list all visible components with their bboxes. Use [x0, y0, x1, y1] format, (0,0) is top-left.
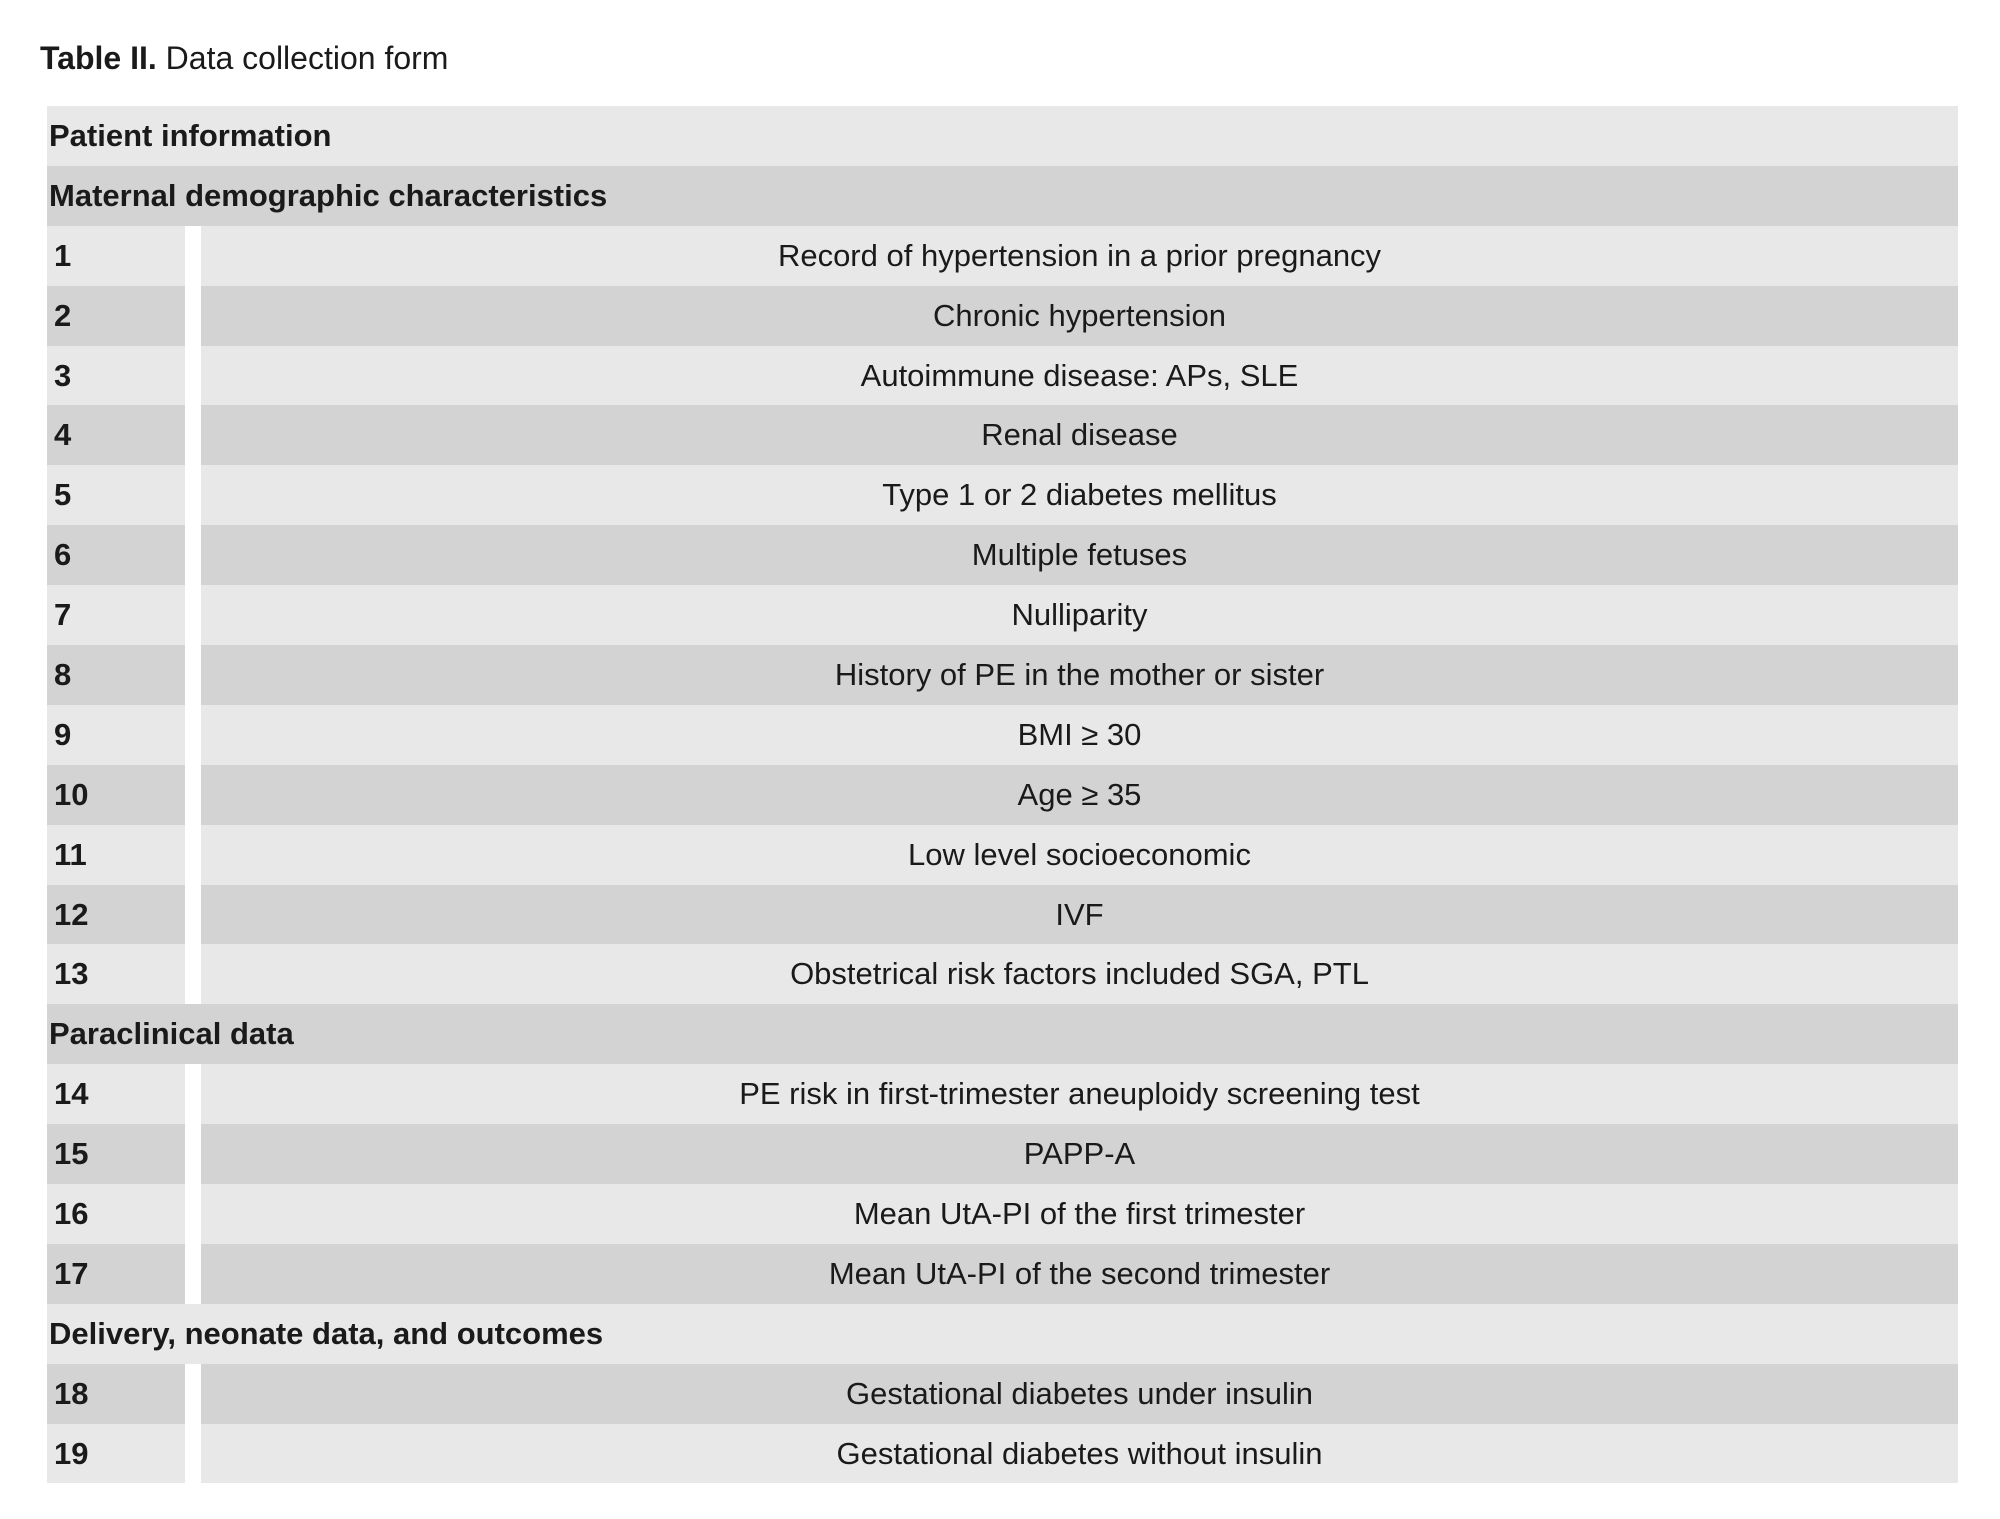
- row-number: 2: [54, 297, 72, 333]
- column-divider: [185, 226, 201, 286]
- row-item-text: Record of hypertension in a prior pregnancy: [777, 237, 1382, 273]
- section-header-row: Patient information: [47, 106, 1958, 166]
- column-divider: [185, 346, 201, 406]
- table-row: [47, 944, 1958, 1004]
- section-header-row: Delivery, neonate data, and outcomes: [47, 1304, 1958, 1364]
- row-number: 8: [54, 656, 72, 692]
- section-header-row: Paraclinical data: [47, 1004, 1958, 1064]
- row-item-text: PAPP-A: [1023, 1136, 1136, 1172]
- column-divider: [185, 1244, 201, 1304]
- row-number: 4: [54, 417, 72, 453]
- table-row: [47, 705, 1958, 765]
- table-row: [47, 405, 1958, 465]
- row-item-text: Renal disease: [981, 417, 1178, 453]
- row-number: 15: [54, 1136, 89, 1172]
- table-row: [47, 1424, 1958, 1484]
- column-divider: [185, 525, 201, 585]
- row-item-text: Autoimmune disease: APs, SLE: [860, 357, 1299, 393]
- row-number: 16: [54, 1195, 89, 1231]
- row-item-text: Age ≥ 35: [1017, 776, 1142, 812]
- row-number: 18: [54, 1375, 89, 1411]
- row-item-text: IVF: [1055, 896, 1104, 932]
- row-item-text: Chronic hypertension: [933, 297, 1226, 333]
- column-divider: [185, 1124, 201, 1184]
- column-divider: [185, 405, 201, 465]
- table-row: [47, 1184, 1958, 1244]
- row-number: 10: [54, 776, 89, 812]
- section-header-row: Maternal demographic characteristics: [47, 166, 1958, 226]
- column-divider: [185, 1184, 201, 1244]
- row-number: 19: [54, 1435, 89, 1471]
- row-number: 12: [54, 896, 89, 932]
- column-divider: [185, 1064, 201, 1124]
- column-divider: [185, 585, 201, 645]
- row-item-text: History of PE in the mother or sister: [834, 656, 1325, 692]
- row-number: 13: [54, 956, 89, 992]
- row-number: 9: [54, 716, 72, 752]
- row-item-text: Mean UtA-PI of the first trimester: [853, 1195, 1306, 1231]
- table-row: [47, 346, 1958, 406]
- table-label: Table II.: [40, 40, 157, 76]
- table-row: [47, 825, 1958, 885]
- row-number: 17: [54, 1255, 89, 1291]
- column-divider: [185, 765, 201, 825]
- table-caption: [40, 34, 448, 82]
- table-row: [47, 525, 1958, 585]
- row-number: 5: [54, 477, 72, 513]
- row-item-text: Gestational diabetes under insulin: [845, 1375, 1314, 1411]
- column-divider: [185, 705, 201, 765]
- table-row: [47, 885, 1958, 945]
- row-item-text: BMI ≥ 30: [1017, 716, 1142, 752]
- row-item-text: Gestational diabetes without insulin: [836, 1435, 1323, 1471]
- column-divider: [185, 944, 201, 1004]
- row-number: 3: [54, 357, 72, 393]
- table-row: [47, 465, 1958, 525]
- table-title: Data collection form: [165, 40, 449, 76]
- row-item-text: Nulliparity: [1011, 597, 1148, 633]
- row-number: 7: [54, 597, 72, 633]
- table-row: [47, 765, 1958, 825]
- row-number: 14: [54, 1076, 89, 1112]
- column-divider: [185, 1424, 201, 1484]
- table-row: [47, 645, 1958, 705]
- table-row: [47, 585, 1958, 645]
- table-row: [47, 286, 1958, 346]
- row-item-text: Mean UtA-PI of the second trimester: [828, 1255, 1331, 1291]
- column-divider: [185, 645, 201, 705]
- column-divider: [185, 465, 201, 525]
- row-number: 1: [54, 237, 72, 273]
- table-row: [47, 1244, 1958, 1304]
- column-divider: [185, 885, 201, 945]
- table-row: [47, 1124, 1958, 1184]
- table-row: [47, 1364, 1958, 1424]
- column-divider: [185, 286, 201, 346]
- data-collection-table: [47, 106, 1958, 1483]
- table-row: [47, 1064, 1958, 1124]
- row-item-text: Obstetrical risk factors included SGA, PTL: [790, 956, 1369, 992]
- row-number: 6: [54, 537, 72, 573]
- table-row: [47, 226, 1958, 286]
- column-divider: [185, 1364, 201, 1424]
- column-divider: [185, 825, 201, 885]
- row-item-text: Multiple fetuses: [971, 537, 1188, 573]
- row-item-text: Type 1 or 2 diabetes mellitus: [882, 477, 1277, 513]
- row-item-text: PE risk in first-trimester aneuploidy screening test: [739, 1076, 1420, 1112]
- row-item-text: Low level socioeconomic: [908, 836, 1251, 872]
- row-number: 11: [54, 836, 87, 872]
